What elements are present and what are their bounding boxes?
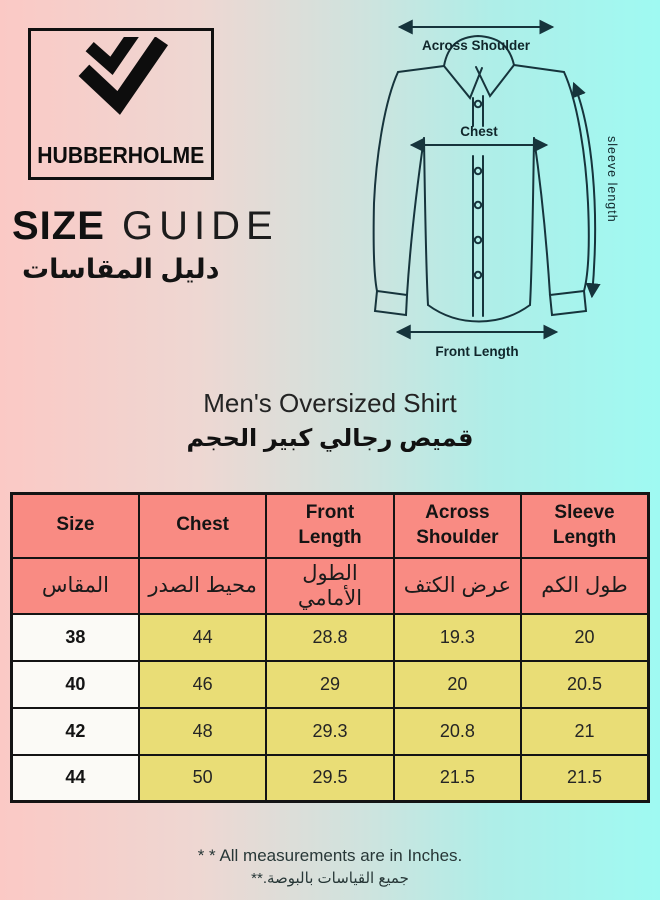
footer-note-ar: جميع القياسات بالبوصة.** — [251, 870, 409, 887]
cell-size: 44 — [12, 755, 139, 802]
table-header-row-ar — [12, 558, 649, 614]
table-row — [12, 614, 649, 661]
across-shoulder-label: Across Shoulder — [421, 38, 531, 53]
brand-name: HUBBERHOLME — [37, 142, 205, 168]
cell-across-shoulder: 20 — [394, 661, 521, 708]
page-title-bold: SIZE — [12, 204, 105, 248]
col-header-sleeve-length-ar: طول الكم — [521, 558, 648, 614]
cell-sleeve-length: 20.5 — [521, 661, 648, 708]
cell-across-shoulder: 21.5 — [394, 755, 521, 802]
cell-front-length: 28.8 — [266, 614, 393, 661]
size-table — [10, 492, 650, 803]
col-header-front-length: Front Length — [266, 494, 393, 558]
sleeve-length-label: sleeve length — [605, 136, 619, 223]
cell-front-length: 29.5 — [266, 755, 393, 802]
page-title-light: GUIDE — [122, 204, 279, 248]
table-row — [12, 755, 649, 802]
col-header-across-shoulder: Across Shoulder — [394, 494, 521, 558]
front-length-label: Front Length — [435, 344, 519, 359]
cell-sleeve-length: 20 — [521, 614, 648, 661]
cell-chest: 46 — [139, 661, 266, 708]
cell-sleeve-length: 21.5 — [521, 755, 648, 802]
bird-logo-icon — [69, 37, 173, 119]
col-header-front-length-ar: الطول الأمامي — [266, 558, 393, 614]
chest-label: Chest — [460, 124, 498, 139]
cell-front-length: 29 — [266, 661, 393, 708]
cell-size: 42 — [12, 708, 139, 755]
cell-sleeve-length: 21 — [521, 708, 648, 755]
cell-chest: 50 — [139, 755, 266, 802]
cell-chest: 48 — [139, 708, 266, 755]
cell-across-shoulder: 19.3 — [394, 614, 521, 661]
col-header-across-shoulder-ar: عرض الكتف — [394, 558, 521, 614]
col-header-chest-ar: محيط الصدر — [139, 558, 266, 614]
product-title-arabic: قميص رجالي كبير الحجم — [186, 425, 474, 452]
product-title: Men's Oversized Shirt — [203, 388, 457, 418]
cell-front-length: 29.3 — [266, 708, 393, 755]
cell-size: 40 — [12, 661, 139, 708]
col-header-sleeve-length: Sleeve Length — [521, 494, 648, 558]
page-title-arabic: دليل المقاسات — [22, 254, 220, 284]
cell-across-shoulder: 20.8 — [394, 708, 521, 755]
shirt-measurement-diagram — [368, 8, 660, 372]
brand-logo-box — [28, 28, 214, 180]
table-row — [12, 661, 649, 708]
table-row — [12, 708, 649, 755]
col-header-size: Size — [12, 494, 139, 558]
page-title — [12, 206, 279, 246]
table-header-row-en — [12, 494, 649, 558]
footer-note-en: * * All measurements are in Inches. — [197, 846, 463, 865]
cell-chest: 44 — [139, 614, 266, 661]
col-header-size-ar: المقاس — [12, 558, 139, 614]
cell-size: 38 — [12, 614, 139, 661]
col-header-chest: Chest — [139, 494, 266, 558]
